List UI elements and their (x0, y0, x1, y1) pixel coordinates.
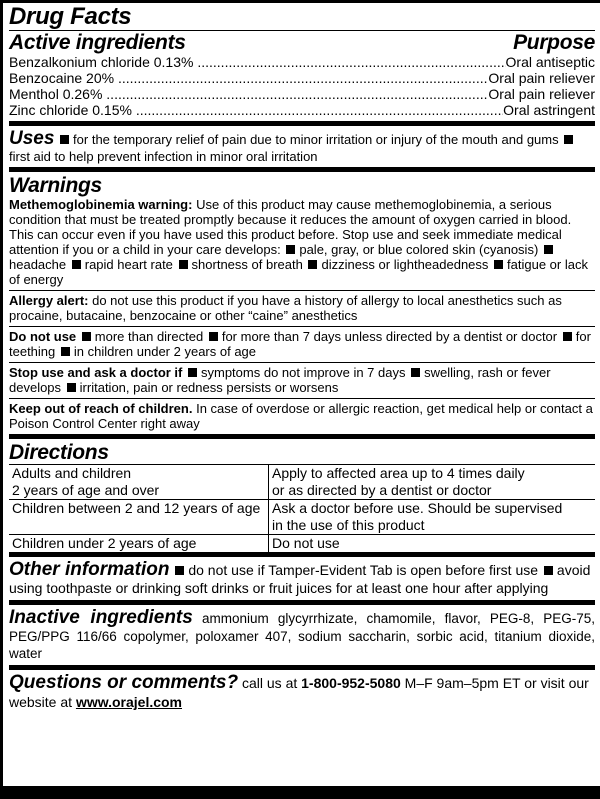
do-not-use-item: more than directed (94, 329, 204, 344)
ingredient-purpose: Oral pain reliever (488, 86, 595, 102)
symptom: dizziness or lightheadedness (321, 257, 489, 272)
active-header (9, 31, 595, 54)
inactive-ingredients-heading: Inactive ingredients (9, 607, 193, 628)
table-cell: Children under 2 years of age (9, 535, 269, 553)
table-cell: Children between 2 and 12 years of age (9, 500, 269, 535)
keep-out-of-reach (9, 399, 595, 434)
bullet-square-icon (286, 245, 295, 254)
methemoglobinemia-warning (9, 197, 595, 290)
ingredient-row (9, 86, 595, 102)
allergy-text: do not use this product if you have a history of allergy to local anesthetics such as procaine, butacaine, benzocaine or other “caine” anesthetics (9, 293, 562, 323)
questions-section (9, 670, 595, 714)
symptom: headache (9, 257, 67, 272)
bullet-square-icon (544, 566, 553, 575)
questions-heading: Questions or comments? (9, 672, 239, 693)
ingredient-purpose: Oral astringent (503, 102, 595, 118)
uses-heading: Uses (9, 128, 55, 149)
directions-section (9, 439, 595, 557)
table-row (9, 465, 595, 500)
do-not-use-item: for more than 7 days unless directed by a dentist or doctor (221, 329, 558, 344)
meth-text: Use of this product may cause methemoglobinemia, a serious condition that must be treated promptly because it reduces the amount of oxygen carried in blood. This can occur even if you have used this product before. Stop use and seek immediate medical attention if you or a child in your care develops: (9, 197, 572, 257)
do-not-use-label: Do not use (9, 329, 77, 344)
ingredient-name: Zinc chloride 0.15% (9, 102, 132, 118)
warnings-section (9, 172, 595, 439)
symptom: pale, gray, or blue colored skin (cyanosis) (299, 242, 539, 257)
symptom: fatigue or lack of energy (9, 257, 588, 287)
ingredient-row (9, 54, 595, 70)
other-information-section (9, 557, 595, 605)
inactive-ingredients-section (9, 605, 595, 670)
bullet-square-icon (308, 260, 317, 269)
ingredient-list (9, 54, 595, 121)
do-not-use-item: for teething (9, 329, 591, 359)
ingredient-row (9, 70, 595, 86)
bullet-square-icon (209, 332, 218, 341)
uses-section (9, 126, 595, 172)
table-row (9, 535, 595, 553)
bullet-square-icon (188, 368, 197, 377)
table-cell: Do not use (269, 535, 596, 553)
website-link[interactable]: www.orajel.com (75, 694, 183, 710)
reach-label: Keep out of reach of children. (9, 401, 193, 416)
bullet-square-icon (67, 383, 76, 392)
bullet-square-icon (563, 332, 572, 341)
stop-use-item: swelling, rash or fever develops (9, 365, 551, 395)
other-info-item: do not use if Tamper-Evident Tab is open before first use (188, 562, 539, 578)
bullet-square-icon (411, 368, 420, 377)
drug-facts-title: Drug Facts (9, 3, 132, 30)
bullet-square-icon (72, 260, 81, 269)
allergy-alert (9, 291, 595, 326)
directions-table (9, 464, 595, 552)
warnings-heading: Warnings (9, 174, 102, 197)
stop-use-item: irritation, pain or redness persists or worsens (79, 380, 339, 395)
symptom: rapid heart rate (84, 257, 173, 272)
table-cell: Adults and children 2 years of age and over (9, 465, 269, 500)
bullet-square-icon (494, 260, 503, 269)
reach-text: In case of overdose or allergic reaction, get medical help or contact a Poison Control Center right away (9, 401, 593, 431)
ingredient-name: Benzocaine 20% (9, 70, 115, 86)
ingredient-row (9, 102, 595, 118)
bullet-square-icon (544, 245, 553, 254)
ingredient-purpose: Oral pain reliever (488, 70, 595, 86)
allergy-label: Allergy alert: (9, 293, 89, 308)
bullet-square-icon (175, 566, 184, 575)
bullet-square-icon (60, 135, 69, 144)
use-item: for the temporary relief of pain due to minor irritation or injury of the mouth and gums (73, 132, 559, 147)
inactive-ingredients-text: ammonium glycyrrhizate, chamomile, flavor, PEG-8, PEG-75, PEG/PPG 116/66 copolymer, poloxamer 407, sodium saccharin, sorbic acid, titanium dioxide, water (9, 611, 595, 661)
phone-number[interactable]: 1-800-952-5080 (301, 675, 401, 691)
other-info-item: avoid using toothpaste or drinking soft drinks or fruit juices for at least one hour after applying (9, 562, 591, 596)
other-information-heading: Other information (9, 559, 170, 580)
table-cell: Ask a doctor before use. Should be supervised in the use of this product (269, 500, 596, 535)
do-not-use (9, 327, 595, 362)
table-cell: Apply to affected area up to 4 times daily or as directed by a dentist or doctor (269, 465, 596, 500)
purpose-heading: Purpose (513, 31, 595, 54)
bullet-square-icon (564, 135, 573, 144)
drug-facts-label (3, 3, 600, 786)
ingredient-name: Menthol 0.26% (9, 86, 103, 102)
directions-heading: Directions (9, 441, 109, 464)
ingredient-name: Benzalkonium chloride 0.13% (9, 54, 194, 70)
stop-use (9, 363, 595, 398)
stop-use-item: symptoms do not improve in 7 days (201, 365, 406, 380)
bullet-square-icon (179, 260, 188, 269)
questions-hours-text: M–F 9am–5pm ET or visit our website at (9, 675, 589, 710)
table-row (9, 500, 595, 535)
use-item: first aid to help prevent infection in minor oral irritation (9, 149, 318, 164)
bullet-square-icon (61, 347, 70, 356)
active-ingredients-heading: Active ingredients (9, 31, 186, 54)
questions-pre-text: call us at (242, 675, 298, 691)
symptom: shortness of breath (191, 257, 303, 272)
active-ingredients-section (9, 3, 595, 126)
stop-use-label: Stop use and ask a doctor if (9, 365, 183, 380)
ingredient-purpose: Oral antiseptic (505, 54, 595, 70)
do-not-use-item: in children under 2 years of age (73, 344, 257, 359)
meth-label: Methemoglobinemia warning: (9, 197, 193, 212)
bullet-square-icon (82, 332, 91, 341)
